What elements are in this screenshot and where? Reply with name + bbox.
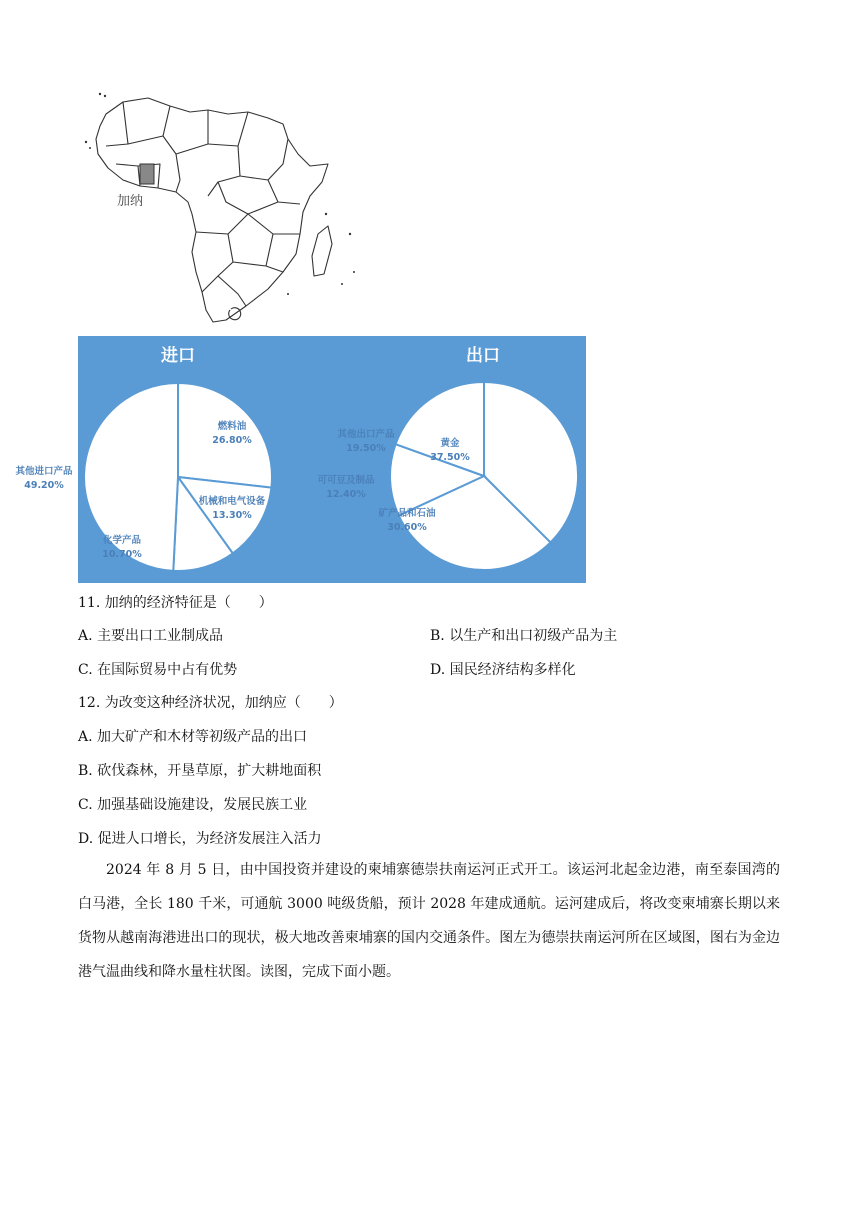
trade-pies: [15, 336, 586, 583]
pie-slice-label: 黄金: [440, 438, 460, 449]
pie-slice-value: 49.20%: [24, 480, 64, 491]
q11-stem: 11. 加纳的经济特征是（ ）: [78, 595, 273, 611]
q11-option-c[interactable]: C. 在国际贸易中占有优势: [78, 662, 238, 678]
pie-slice-label: 其他进口产品: [15, 466, 73, 477]
q11-option-b[interactable]: B. 以生产和出口初级产品为主: [430, 628, 618, 644]
pie-slice-value: 26.80%: [212, 435, 252, 446]
ghana-highlight: [140, 164, 154, 184]
pie-slice-label: 其他出口产品: [337, 429, 395, 440]
pie-slice-value: 30.60%: [387, 522, 427, 533]
pie-slice-value: 37.50%: [430, 452, 470, 463]
pie-title-1: 出口: [466, 346, 500, 366]
trade-chart-panel: [15, 336, 586, 583]
ghana-label: 加纳: [117, 194, 144, 209]
pie-slice-label: 化学产品: [102, 535, 142, 546]
q12-option-d[interactable]: D. 促进人口增长，为经济发展注入活力: [78, 831, 322, 847]
pie-slice-value: 13.30%: [212, 510, 252, 521]
pie-slice-label: 可可豆及制品: [317, 475, 375, 486]
q12-stem: 12. 为改变这种经济状况，加纳应（ ）: [78, 695, 343, 711]
pie-slice-label: 机械和电气设备: [198, 496, 266, 507]
pie-slice-value: 19.50%: [346, 443, 386, 454]
q11-option-d[interactable]: D. 国民经济结构多样化: [430, 662, 576, 678]
pie-slice-label: 燃料油: [217, 421, 247, 432]
q12-option-a[interactable]: A. 加大矿产和木材等初级产品的出口: [78, 729, 308, 745]
pie-title-0: 进口: [161, 346, 195, 366]
q12-option-b[interactable]: B. 砍伐森林，开垦草原，扩大耕地面积: [78, 763, 322, 779]
passage: 2024 年 8 月 5 日，由中国投资并建设的柬埔寨德崇扶南运河正式开工。该运河北起金边港，南至泰国湾的白马港，全长 180 千米，可通航 3000 吨级货船，预计 2028 年建成通航。运河建成后，将改变柬埔寨长期以来货物从越南海港进出口的现状，极大地改善柬埔寨的国内交通条件。图左为德崇扶南运河所在区域图，图右为金边港气温曲线和降水量柱状图。读图，完成下面小题。: [78, 862, 780, 980]
pie-slice-value: 10.70%: [102, 549, 142, 560]
pie-slice-label: 矿产品和石油: [378, 508, 436, 519]
pie-slice-value: 12.40%: [326, 489, 366, 500]
q12-option-c[interactable]: C. 加强基础设施建设，发展民族工业: [78, 797, 308, 813]
q11-option-a[interactable]: A. 主要出口工业制成品: [78, 628, 224, 644]
